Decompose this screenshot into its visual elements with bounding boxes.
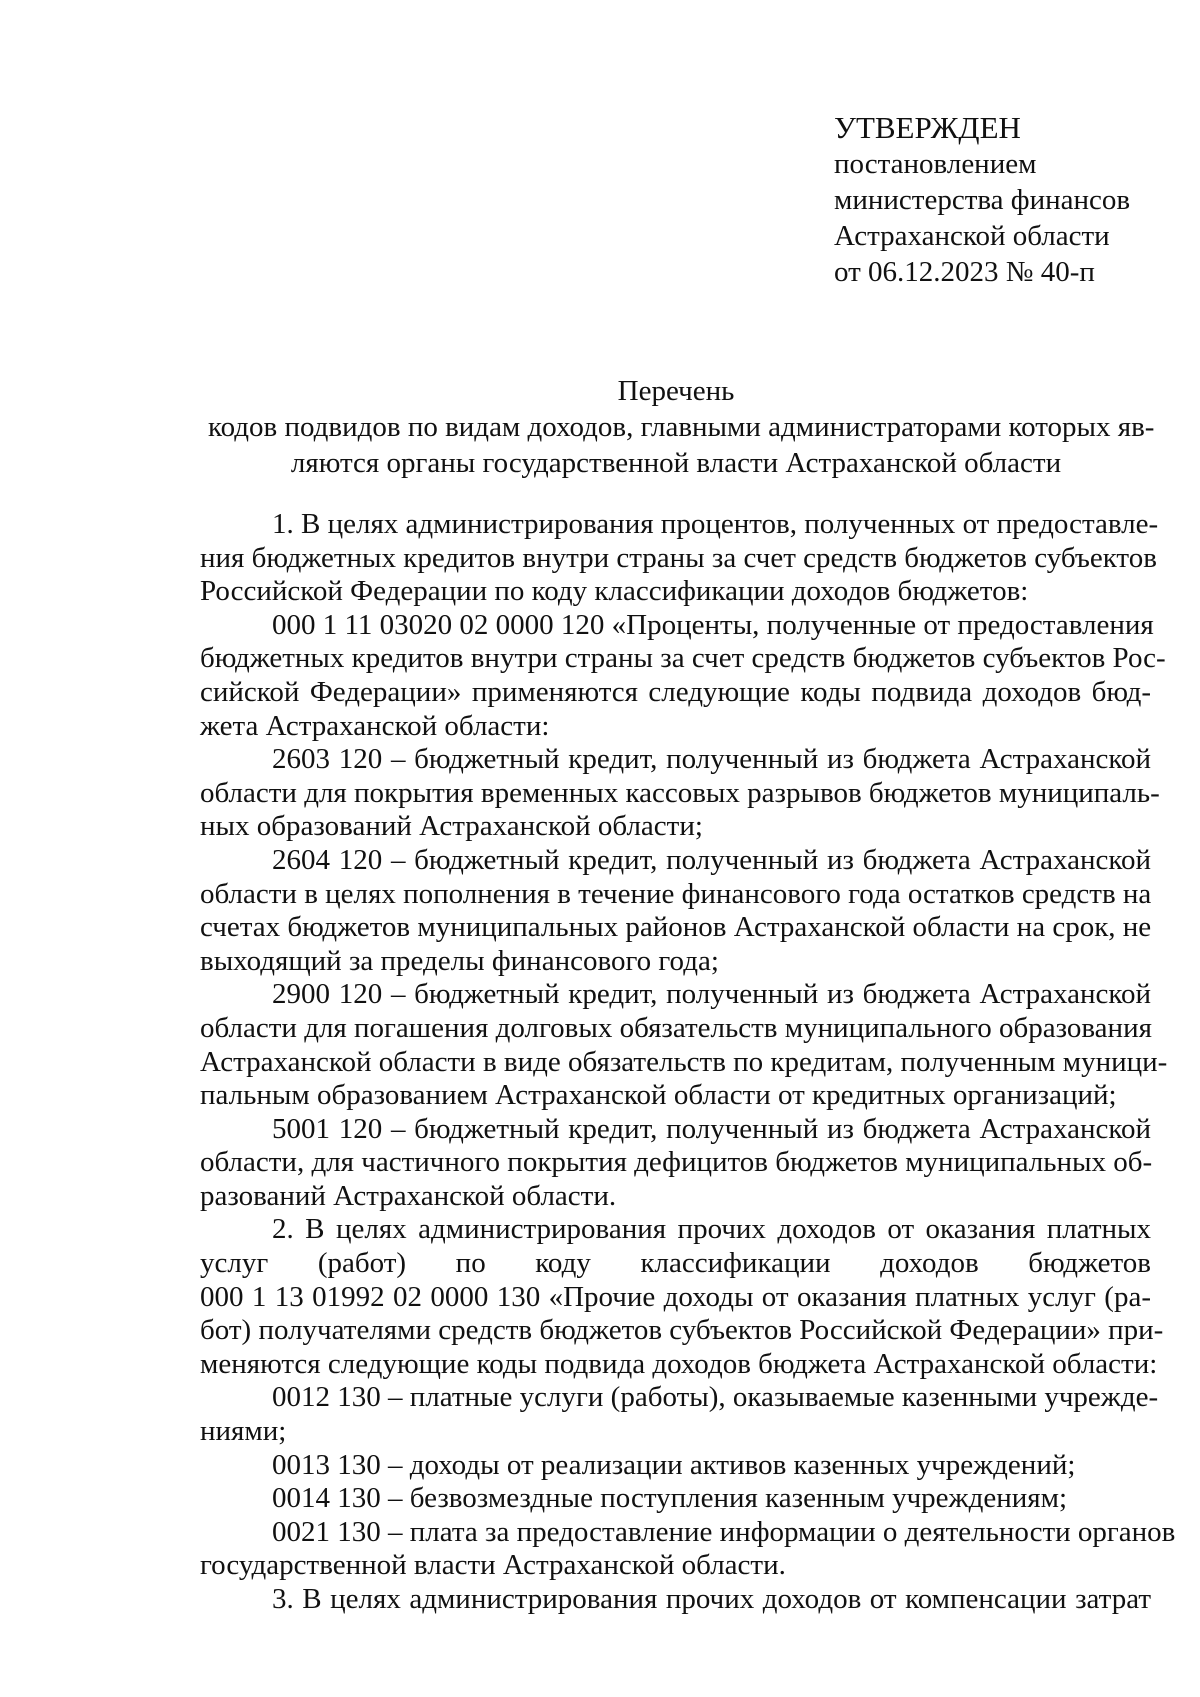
paragraph — [200, 1515, 1176, 1583]
paragraph-line: 3. В целях администрирования прочих доходов от компенсации затрат — [272, 1583, 1151, 1615]
paragraph-line: ния бюджетных кредитов внутри страны за счет средств бюджетов субъектов — [200, 541, 1157, 574]
paragraph-line: государственной власти Астраханской области. — [200, 1549, 786, 1582]
approval-stamp-block — [834, 110, 1164, 290]
document-body — [200, 508, 1176, 1617]
paragraph — [200, 508, 1159, 609]
paragraph-line: области для погашения долговых обязательств муниципального образования — [200, 1011, 1152, 1044]
paragraph-line: 0013 130 – доходы от реализации активов казенных учреждений; — [272, 1448, 1076, 1481]
paragraph-line: 0014 130 – безвозмездные поступления казенным учреждениям; — [272, 1482, 1068, 1515]
paragraph-line: области, для частичного покрытия дефицитов бюджетов муниципальных об- — [200, 1146, 1153, 1179]
paragraph-line: Российской Федерации по коду классификации доходов бюджетов: — [200, 575, 1029, 608]
paragraph-line: разований Астраханской области. — [200, 1179, 617, 1212]
paragraph-line: ниями; — [200, 1415, 287, 1448]
paragraph-line: 2. В целях администрирования прочих доходов от оказания платных — [272, 1213, 1151, 1246]
paragraph-line: 000 1 11 03020 02 0000 120 «Проценты, полученные от предоставления — [272, 608, 1154, 641]
paragraph — [200, 1583, 1151, 1617]
paragraph-line: бот) получателями средств бюджетов субъектов Российской Федерации» при- — [200, 1314, 1164, 1347]
paragraph-line: сийской Федерации» применяются следующие коды подвида доходов бюд- — [200, 675, 1151, 708]
approval-line: министерства финансов — [834, 184, 1131, 216]
paragraph-line: услуг (работ) по коду классификации доходов бюджетов — [200, 1247, 1151, 1280]
paragraph — [200, 978, 1168, 1112]
approval-heading: УТВЕРЖДЕН — [834, 110, 1021, 145]
paragraph-line: жета Астраханской области: — [200, 709, 550, 742]
paragraph-line: 1. В целях администрирования процентов, полученных от предоставле- — [272, 508, 1159, 540]
paragraph-line: счетах бюджетов муниципальных районов Астраханской области на срок, не — [200, 911, 1152, 944]
paragraph — [200, 608, 1166, 743]
title-line: кодов подвидов по видам доходов, главными администраторами которых яв- — [208, 411, 1155, 443]
paragraph-line: 2603 120 – бюджетный кредит, полученный из бюджета Астраханской — [272, 743, 1151, 776]
paragraph-line: выходящий за пределы финансового года; — [200, 944, 719, 977]
paragraph — [200, 1113, 1151, 1214]
title-heading: Перечень — [617, 375, 735, 407]
paragraph-line: области в целях пополнения в течение финансового года остатков средств на — [200, 877, 1152, 910]
paragraph-line: 5001 120 – бюджетный кредит, полученный из бюджета Астраханской — [272, 1112, 1151, 1145]
paragraph-line: бюджетных кредитов внутри страны за счет средств бюджетов субъектов Рос- — [200, 642, 1166, 675]
approval-date-number: от 06.12.2023 № 40-п — [834, 256, 1095, 288]
paragraph-line: ных образований Астраханской области; — [200, 810, 703, 843]
paragraph-line: 2604 120 – бюджетный кредит, полученный из бюджета Астраханской — [272, 843, 1151, 876]
paragraph-line: области для покрытия временных кассовых разрывов бюджетов муниципаль- — [200, 776, 1160, 809]
document-title — [200, 373, 1155, 481]
paragraph — [200, 1381, 1159, 1448]
paragraph-line: 0012 130 – платные услуги (работы), оказываемые казенными учрежде- — [272, 1381, 1159, 1414]
paragraph-line: 000 1 13 01992 02 0000 130 «Прочие доходы от оказания платных услуг (ра- — [200, 1280, 1151, 1313]
title-line: ляются органы государственной власти Астраханской области — [290, 447, 1062, 479]
paragraph-line: Астраханской области в виде обязательств по кредитам, полученным муници- — [200, 1045, 1168, 1078]
paragraph-line: 2900 120 – бюджетный кредит, полученный из бюджета Астраханской — [272, 978, 1151, 1011]
paragraph — [200, 844, 1151, 978]
paragraph — [200, 1482, 1151, 1516]
paragraph-line: меняются следующие коды подвида доходов бюджета Астраханской области: — [200, 1347, 1158, 1380]
paragraph — [200, 743, 1160, 844]
approval-line: постановлением — [834, 148, 1037, 180]
paragraph-line: 0021 130 – плата за предоставление информации о деятельности органов — [272, 1515, 1176, 1548]
paragraph — [200, 1213, 1164, 1381]
paragraph — [200, 1449, 1151, 1483]
approval-line: Астраханской области — [834, 220, 1110, 252]
paragraph-line: пальным образованием Астраханской области от кредитных организаций; — [200, 1079, 1117, 1112]
